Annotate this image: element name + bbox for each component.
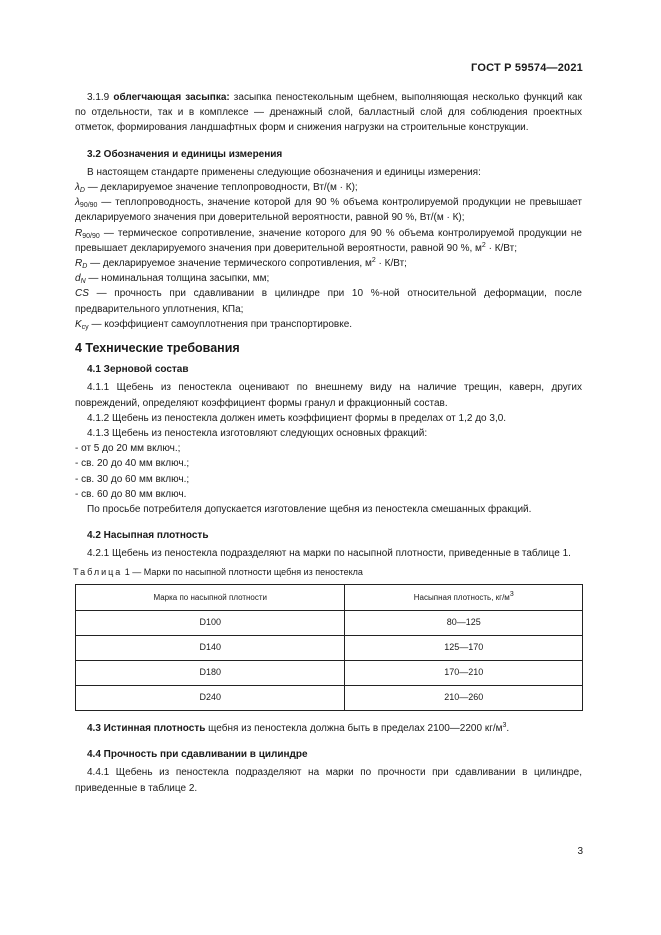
- paragraph-4-4-1: 4.4.1 Щебень из пеностекла подразделяют на марки по прочности при сдавливании в цилиндре, приведенные в таблице 2.: [75, 767, 582, 794]
- fraction-item: - св. 60 до 80 мм включ.: [75, 488, 187, 500]
- table-cell-grade: D180: [76, 660, 345, 685]
- section-4-title: 4 Технические требования: [75, 341, 240, 356]
- section-4-2-title: 4.2 Насыпная плотность: [87, 530, 209, 542]
- paragraph-4-2-1: 4.2.1 Щебень из пеностекла подразделяют на марки по насыпной плотности, приведенные в таблице 1.: [87, 548, 571, 560]
- table-1-bulk-density: [75, 584, 583, 711]
- table-header-density: Насыпная плотность, $кг/м^3$: [345, 584, 583, 610]
- table-row: [76, 685, 583, 710]
- fraction-item: - от 5 до 20 мм включ.;: [75, 443, 181, 455]
- table-header-row: [76, 584, 583, 610]
- table-header-grade: Марка по насыпной плотности: [76, 584, 345, 610]
- paragraph-3-1-9: 3.1.9 облегчающая засыпка: засыпка пеностекольным щебнем, выполняющая несколько функций как по отдельности, так и в комплексе — дренажный слой, балластный слой для соблюдения проектных отметок, формирования ландшафтных форм и снижения нагрузки на строительные конструкции.: [75, 92, 582, 134]
- paragraph-4-1-2: 4.1.2 Щебень из пеностекла должен иметь коэффициент формы в пределах от 1,2 до 3,0.: [87, 412, 507, 424]
- paragraph-mixed-fractions: По просьбе потребителя допускается изготовление щебня из пеностекла смешанных фракций.: [87, 504, 532, 516]
- symbols-intro: В настоящем стандарте применены следующие обозначения и единицы измерения:: [87, 166, 481, 178]
- symbol-d-n: $d_N$ — номинальная толщина засыпки, мм;: [75, 273, 270, 286]
- table-1-caption: Таблица 1 — Марки по насыпной плотности щебня из пеностекла: [73, 566, 363, 577]
- symbol-lambda-90: $\lambda_{90/90}$ — теплопроводность, значение которой для 90 % объема контролируемой продукции не превышает декларируемого значения при доверительной вероятности, равной 90 %, Вт/(м · К);: [75, 197, 582, 224]
- table-row: [76, 660, 583, 685]
- paragraph-4-1-3: 4.1.3 Щебень из пеностекла изготовляют следующих основных фракций:: [87, 428, 428, 440]
- paragraph-4-3: 4.3 Истинная плотность щебня из пеностекла должна быть в пределах 2100—2200 $кг/м^3$.: [87, 721, 510, 734]
- section-3-2-title: 3.2 Обозначения и единицы измерения: [87, 148, 283, 160]
- fraction-item: - св. 30 до 60 мм включ.;: [75, 473, 190, 485]
- symbol-k-su: $K_{су}$ — коэффициент самоуплотнения при транспортировке.: [75, 318, 353, 331]
- table-cell-range: 210—260: [345, 685, 583, 710]
- table-cell-grade: D140: [76, 635, 345, 660]
- symbol-r-90: $R_{90/90}$ — термическое сопротивление, значение которого для 90 % объема контролируемой продукции не превышает декларируемого значения при доверительной вероятности, равной 90 %, $м^2 \cdot К/Вт$;: [75, 227, 582, 254]
- table-row: [76, 610, 583, 635]
- paragraph-4-1-1: 4.1.1 Щебень из пеностекла оценивают по внешнему виду на наличие трещин, каверн, других повреждений, определяют коэффициент формы гранул и фракционный состав.: [75, 382, 582, 409]
- section-4-4-title: 4.4 Прочность при сдавливании в цилиндре: [87, 749, 308, 761]
- table-cell-range: 80—125: [345, 610, 583, 635]
- term-name: облегчающая засыпка:: [113, 92, 230, 103]
- table-cell-grade: D240: [76, 685, 345, 710]
- table-cell-range: 125—170: [345, 635, 583, 660]
- table-cell-grade: D100: [76, 610, 345, 635]
- standard-header: ГОСТ Р 59574—2021: [471, 62, 583, 74]
- symbol-lambda-d: $\lambda_D$ — декларируемое значение теплопроводности, Вт/(м · К);: [75, 182, 358, 195]
- symbol-r-d: $R_D$ — декларируемое значение термического сопротивления, $м^2 \cdot К/Вт$;: [75, 257, 407, 271]
- section-4-1-title: 4.1 Зерновой состав: [87, 364, 189, 376]
- fraction-item: - св. 20 до 40 мм включ.;: [75, 458, 190, 470]
- page-content: [75, 90, 582, 796]
- symbol-cs: CS — прочность при сдавливании в цилиндре при 10 %-ной относительной деформации, после предварительного уплотнения, КПа;: [75, 288, 582, 315]
- page-number: 3: [577, 846, 583, 857]
- table-row: [76, 635, 583, 660]
- table-cell-range: 170—210: [345, 660, 583, 685]
